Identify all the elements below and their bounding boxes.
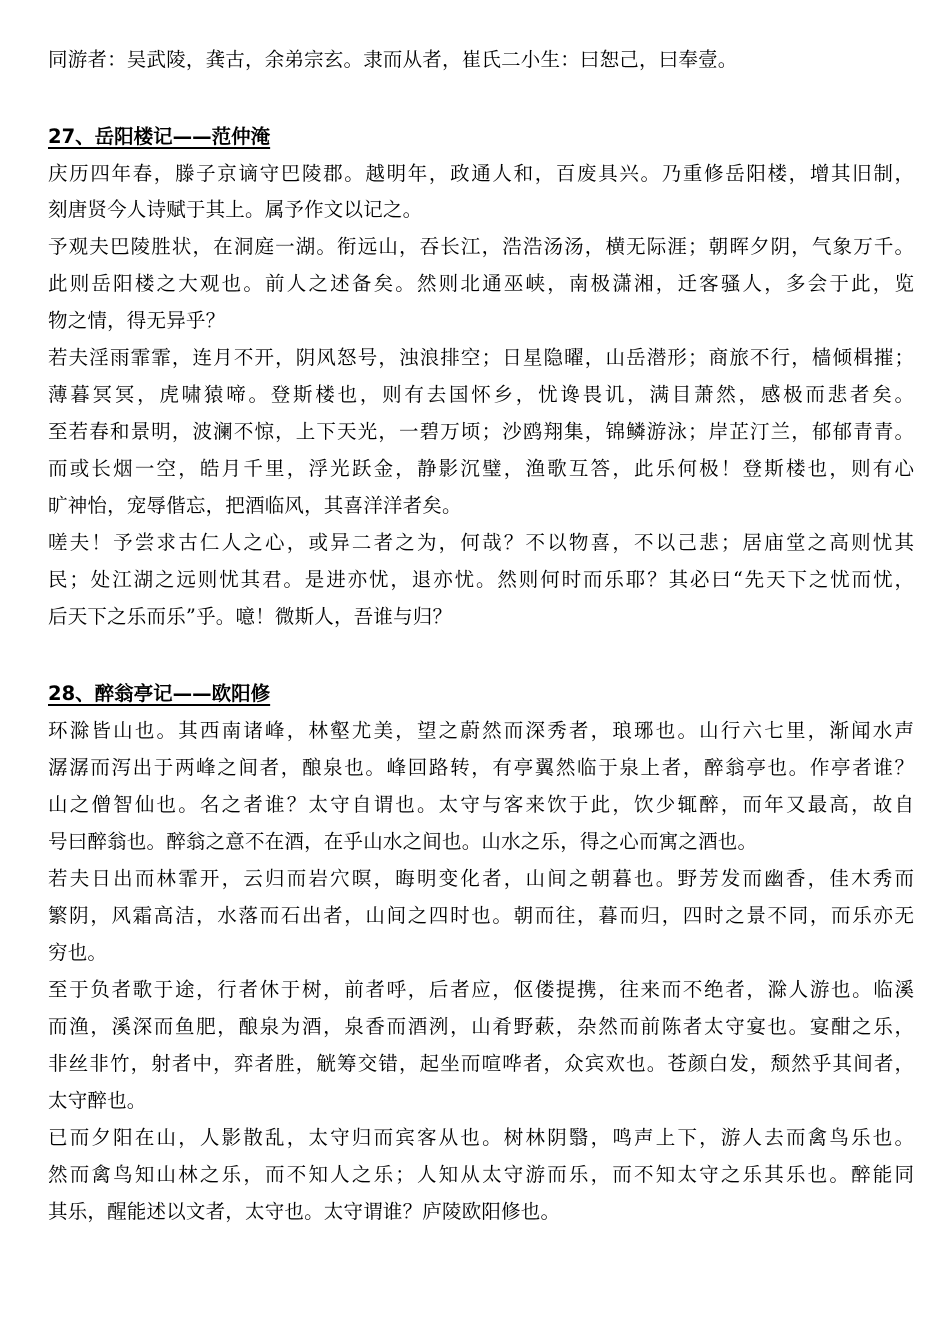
section-27-line: 嗟夫！予尝求古仁人之心，或异二者之为，何哉？不以物喜，不以己悲；居庙堂之高则忧其	[48, 531, 914, 554]
section-28-heading: 28、醉翁亭记——欧阳修	[48, 682, 271, 705]
section-28-line: 环滁皆山也。其西南诸峰，林壑尤美，望之蔚然而深秀者，琅琊也。山行六七里，渐闻水声	[48, 719, 914, 742]
section-27-line: 后天下之乐而乐”乎。噫！微斯人，吾谁与归？	[48, 605, 453, 628]
section-28-line: 山之僧智仙也。名之者谁？太守自谓也。太守与客来饮于此，饮少辄醉，而年又最高，故自	[48, 793, 914, 816]
section-28-line: 非丝非竹，射者中，弈者胜，觥筹交错，起坐而喧哗者，众宾欢也。苍颜白发，颓然乎其间者，	[48, 1052, 914, 1075]
intro-line: 同游者：吴武陵，龚古，余弟宗玄。隶而从者，崔氏二小生：曰恕己，曰奉壹。	[48, 48, 738, 71]
section-28-line: 其乐，醒能述以文者，太守也。太守谓谁？庐陵欧阳修也。	[48, 1200, 561, 1223]
section-28-line: 若夫日出而林霏开，云归而岩穴暝，晦明变化者，山间之朝暮也。野芳发而幽香，佳木秀而	[48, 867, 914, 890]
section-27-line: 予观夫巴陵胜状，在洞庭一湖。衔远山，吞长江，浩浩汤汤，横无际涯；朝晖夕阴，气象万千。	[48, 235, 914, 258]
section-27-line: 庆历四年春，滕子京谪守巴陵郡。越明年，政通人和，百废具兴。乃重修岳阳楼，增其旧制，	[48, 162, 914, 185]
section-28-line: 而渔，溪深而鱼肥，酿泉为酒，泉香而酒洌，山肴野蔌，杂然而前陈者太守宴也。宴酣之乐，	[48, 1015, 914, 1038]
section-27-line: 刻唐贤今人诗赋于其上。属予作文以记之。	[48, 198, 423, 221]
section-27-line: 旷神怡，宠辱偕忘，把酒临风，其喜洋洋者矣。	[48, 494, 462, 517]
section-28-line: 然而禽鸟知山林之乐，而不知人之乐；人知从太守游而乐，而不知太守之乐其乐也。醉能同	[48, 1163, 914, 1186]
section-27-heading: 27、岳阳楼记——范仲淹	[48, 125, 271, 148]
section-28-line: 潺潺而泻出于两峰之间者，酿泉也。峰回路转，有亭翼然临于泉上者，醉翁亭也。作亭者谁？	[48, 756, 914, 779]
section-28-line: 号曰醉翁也。醉翁之意不在酒，在乎山水之间也。山水之乐，得之心而寓之酒也。	[48, 830, 758, 853]
section-27-line: 此则岳阳楼之大观也。前人之述备矣。然则北通巫峡，南极潇湘，迁客骚人，多会于此，览	[48, 272, 914, 295]
section-27-line: 至若春和景明，波澜不惊，上下天光，一碧万顷；沙鸥翔集，锦鳞游泳；岸芷汀兰，郁郁青青。	[48, 420, 914, 443]
section-27-line: 民；处江湖之远则忧其君。是进亦忧，退亦忧。然则何时而乐耶？其必曰“先天下之忧而忧，	[48, 568, 914, 591]
section-27-line: 若夫淫雨霏霏，连月不开，阴风怒号，浊浪排空；日星隐曜，山岳潜形；商旅不行，樯倾楫摧；	[48, 346, 914, 369]
section-28-line: 繁阴，风霜高洁，水落而石出者，山间之四时也。朝而往，暮而归，四时之景不同，而乐亦无	[48, 904, 914, 927]
section-28-line: 太守醉也。	[48, 1089, 147, 1112]
section-27-line: 薄暮冥冥，虎啸猿啼。登斯楼也，则有去国怀乡，忧谗畏讥，满目萧然，感极而悲者矣。	[48, 383, 914, 406]
section-28-line: 穷也。	[48, 941, 108, 964]
section-28-line: 至于负者歌于途，行者休于树，前者呼，后者应，伛偻提携，往来而不绝者，滁人游也。临溪	[48, 978, 914, 1001]
section-27-line: 物之情，得无异乎？	[48, 309, 226, 332]
section-28-line: 已而夕阳在山，人影散乱，太守归而宾客从也。树林阴翳，鸣声上下，游人去而禽鸟乐也。	[48, 1126, 914, 1149]
section-27-line: 而或长烟一空，皓月千里，浮光跃金，静影沉璧，渔歌互答，此乐何极！登斯楼也，则有心	[48, 457, 914, 480]
